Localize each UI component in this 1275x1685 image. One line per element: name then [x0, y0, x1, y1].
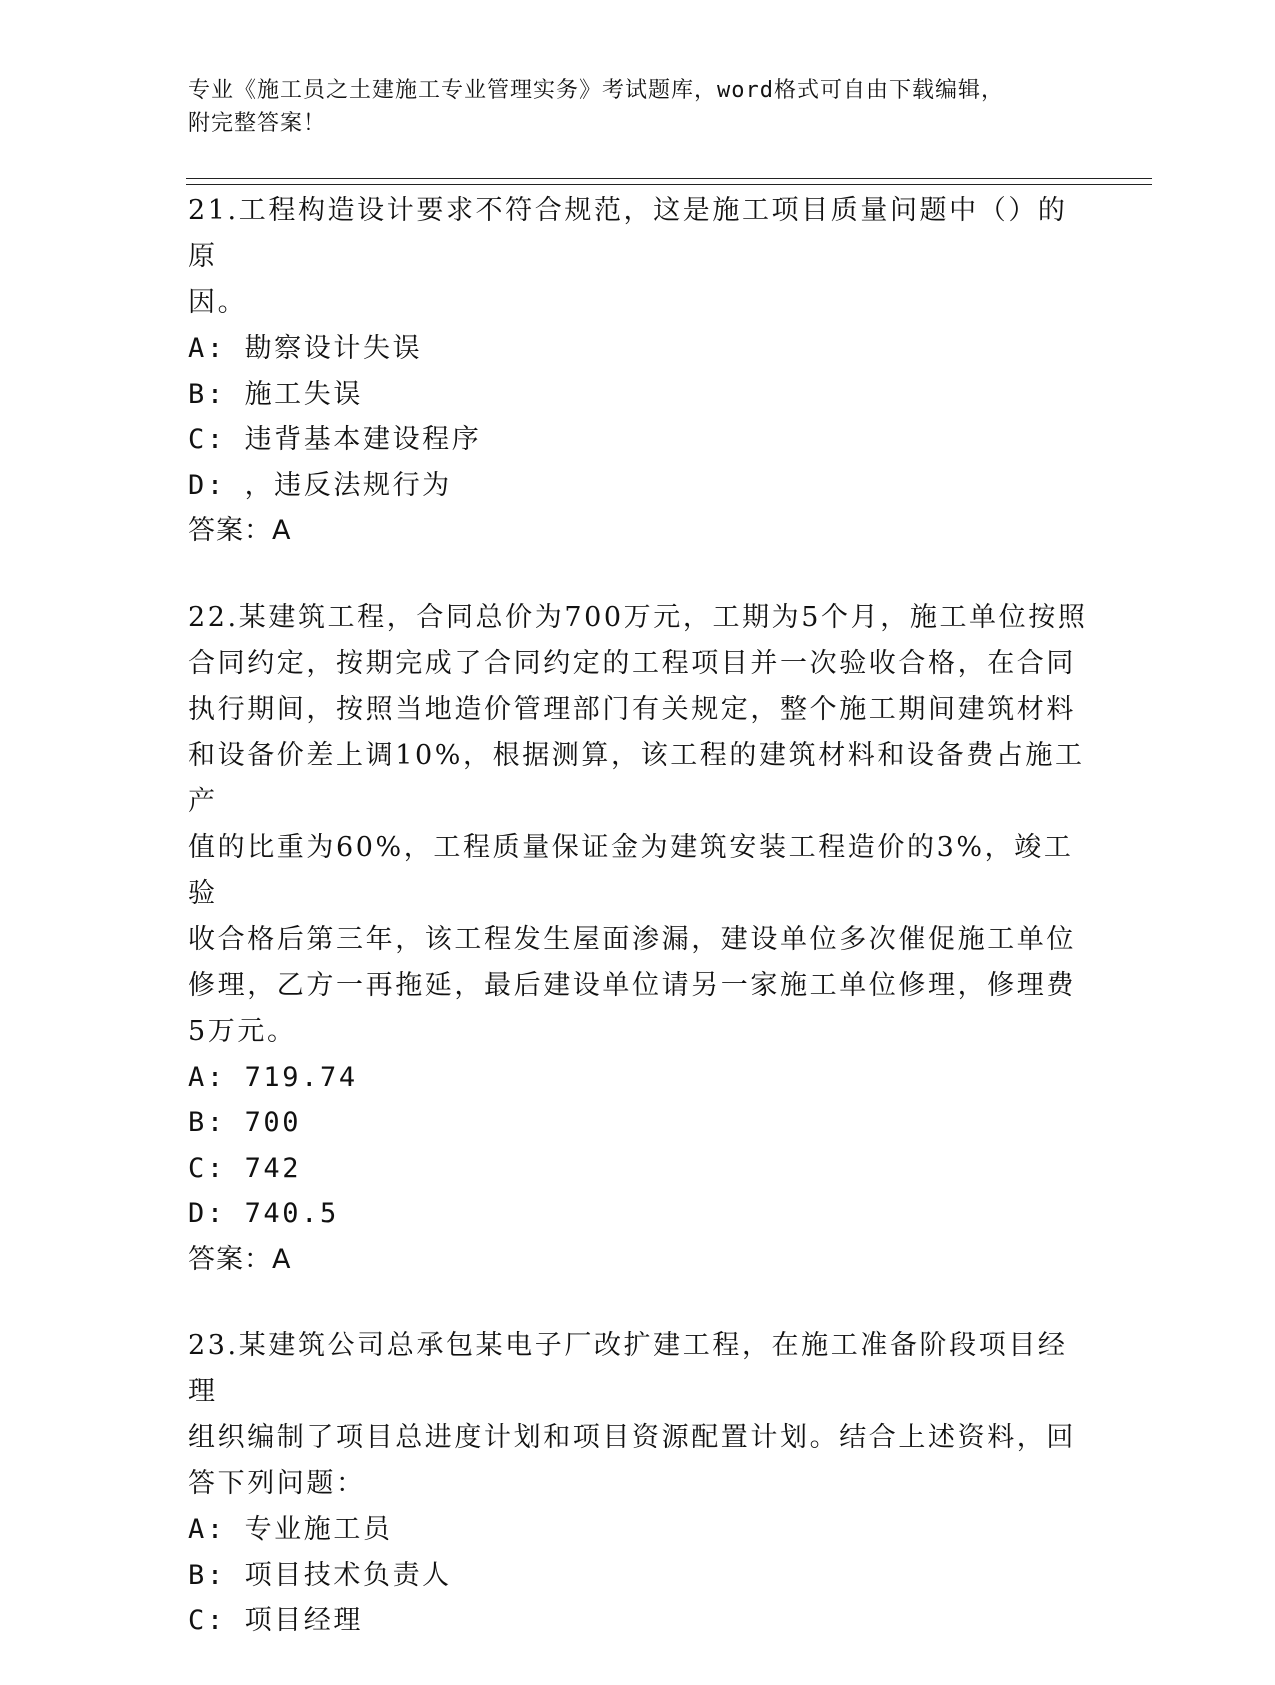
document-header: 专业《施工员之土建施工专业管理实务》考试题库，word格式可自由下载编辑， 附完整答案！ [188, 78, 1004, 136]
option-c: C: 742 [188, 1152, 302, 1184]
option-a: A: 勘察设计失误 [188, 333, 423, 364]
header-rule-bottom [186, 184, 1152, 185]
answer-label: 答案：A [188, 1243, 292, 1275]
option-c: C: 违背基本建设程序 [188, 424, 482, 455]
answer-label: 答案：A [188, 515, 292, 546]
option-a: A: 专业施工员 [188, 1514, 393, 1545]
question-list [188, 188, 1088, 1685]
question-21 [188, 188, 1088, 554]
option-c: C: 项目经理 [188, 1605, 363, 1636]
option-a: A: 719.74 [188, 1061, 358, 1093]
question-23 [188, 1323, 1088, 1644]
question-stem: 22.某建筑工程，合同总价为700万元，工期为5个月，施工单位按照 合同约定，按期完成了合同约定的工程项目并一次验收合格，在合同 执行期间，按照当地造价管理部门有关规定，整个施工期间建筑材料 和设备价差上调10%，根据测算，该工程的建筑材料和设备费占施工产 值的比重为60%，工程质量保证金为建筑安装工程造价的3%，竣工验 收合格后第三年，该工程发生屋面渗漏，建设单位多次催促施工单位 修理，乙方一再拖延，最后建设单位请另一家施工单位修理，修理费 5万元。 [188, 601, 1088, 1047]
question-22 [188, 595, 1088, 1283]
option-d: D: 740.5 [188, 1198, 339, 1229]
option-b: B: 项目技术负责人 [188, 1559, 452, 1591]
option-d: D: ，违反法规行为 [188, 469, 452, 501]
option-b: B: 700 [188, 1107, 302, 1138]
header-rule-top [186, 178, 1152, 179]
option-b: B: 施工失误 [188, 378, 363, 410]
question-stem: 23.某建筑公司总承包某电子厂改扩建工程，在施工准备阶段项目经理 组织编制了项目总进度计划和项目资源配置计划。结合上述资料，回 答下列问题： [188, 1330, 1076, 1499]
question-stem: 21.工程构造设计要求不符合规范，这是施工项目质量问题中（）的原 因。 [188, 195, 1068, 318]
